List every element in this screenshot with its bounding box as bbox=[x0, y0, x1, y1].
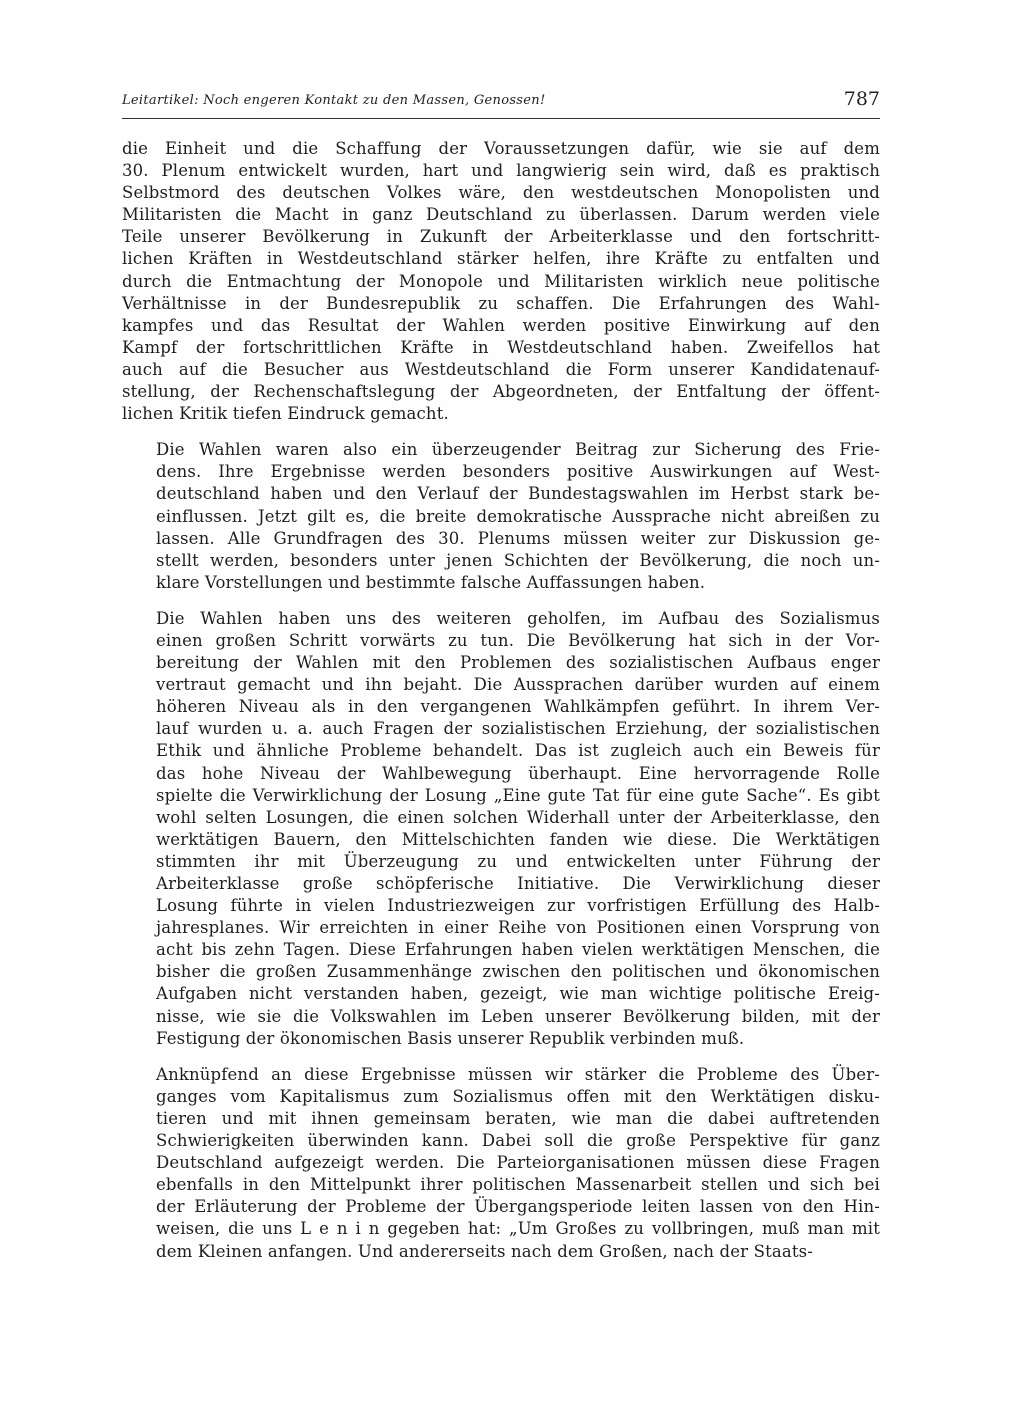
text-line: bisher die großen Zusammenhänge zwischen den politischen und ökonomischen bbox=[156, 962, 880, 982]
text-line: Die Wahlen haben uns des weiteren geholfen, im Aufbau des Sozialismus bbox=[156, 608, 880, 628]
text-line: Anknüpfend an diese Ergebnisse müssen wir stärker die Probleme des Über- bbox=[156, 1064, 880, 1084]
article-body bbox=[122, 138, 880, 1277]
paragraph bbox=[122, 1064, 880, 1263]
text-line: der Erläuterung der Probleme der Übergangsperiode leiten lassen von den Hin- bbox=[156, 1197, 880, 1217]
text-line: spielte die Verwirklichung der Losung „Eine gute Tat für eine gute Sache“. Es gibt bbox=[156, 785, 880, 805]
text-line: Schwierigkeiten überwinden kann. Dabei soll die große Perspektive für ganz bbox=[156, 1131, 880, 1151]
text-line: ebenfalls in den Mittelpunkt ihrer politischen Massenarbeit stellen und sich bei bbox=[156, 1175, 880, 1195]
text-line: bereitung der Wahlen mit den Problemen des sozialistischen Aufbaus enger bbox=[156, 653, 880, 673]
text-line: kampfes und das Resultat der Wahlen werden positive Einwirkung auf den bbox=[122, 315, 880, 335]
text-line: Festigung der ökonomischen Basis unserer Republik verbinden muß. bbox=[156, 1028, 745, 1048]
paragraph bbox=[122, 608, 880, 1050]
text-line: ganges vom Kapitalismus zum Sozialismus offen mit den Werktätigen disku- bbox=[156, 1086, 880, 1106]
text-line: lauf wurden u. a. auch Fragen der sozialistischen Erziehung, der sozialistischen bbox=[156, 719, 880, 739]
text-line: weisen, die uns L e n i n gegeben hat: „Um Großes zu vollbringen, muß man mit bbox=[156, 1219, 880, 1239]
header-rule bbox=[122, 118, 880, 119]
text-line: deutschland haben und den Verlauf der Bundestagswahlen im Herbst stark be- bbox=[156, 484, 880, 504]
text-line: wohl selten Losungen, die einen solchen Widerhall unter der Arbeiterklasse, den bbox=[156, 807, 880, 827]
text-line: dem Kleinen anfangen. Und andererseits nach dem Großen, nach der Staats- bbox=[156, 1241, 813, 1261]
text-line: stellt werden, besonders unter jenen Schichten der Bevölkerung, die noch un- bbox=[156, 550, 880, 570]
text-line: lassen. Alle Grundfragen des 30. Plenums müssen weiter zur Diskussion ge- bbox=[156, 528, 880, 548]
text-line: lichen Kritik tiefen Eindruck gemacht. bbox=[122, 404, 449, 424]
text-line: Verhältnisse in der Bundesrepublik zu schaffen. Die Erfahrungen des Wahl- bbox=[122, 293, 880, 313]
text-line: höheren Niveau als in den vergangenen Wahlkämpfen geführt. In ihrem Ver- bbox=[156, 697, 880, 717]
text-line: acht bis zehn Tagen. Diese Erfahrungen haben vielen werktätigen Menschen, die bbox=[156, 940, 880, 960]
text-line: einen großen Schritt vorwärts zu tun. Die Bevölkerung hat sich in der Vor- bbox=[156, 630, 880, 650]
text-line: vertraut gemacht und ihn bejaht. Die Aussprachen darüber wurden auf einem bbox=[156, 675, 880, 695]
text-line: Kampf der fortschrittlichen Kräfte in Westdeutschland haben. Zweifellos hat bbox=[122, 337, 880, 357]
text-line: die Einheit und die Schaffung der Voraussetzungen dafür, wie sie auf dem bbox=[122, 139, 880, 158]
text-line: durch die Entmachtung der Monopole und Militaristen wirklich neue politische bbox=[122, 271, 880, 291]
paragraph bbox=[122, 138, 880, 425]
text-line: das hohe Niveau der Wahlbewegung überhaupt. Eine hervorragende Rolle bbox=[156, 763, 880, 783]
page-number: 787 bbox=[843, 88, 880, 110]
text-line: werktätigen Bauern, den Mittelschichten fanden wie diese. Die Werktätigen bbox=[156, 829, 880, 849]
text-line: 30. Plenum entwickelt wurden, hart und langwierig sein wird, daß es praktisch bbox=[122, 161, 880, 181]
text-line: nisse, wie sie die Volkswahlen im Leben unserer Bevölkerung bilden, mit der bbox=[156, 1006, 880, 1026]
paragraph bbox=[122, 439, 880, 594]
text-line: einflussen. Jetzt gilt es, die breite demokratische Aussprache nicht abreißen zu bbox=[156, 506, 880, 526]
text-line: Selbstmord des deutschen Volkes wäre, den westdeutschen Monopolisten und bbox=[122, 183, 880, 203]
text-line: Arbeiterklasse große schöpferische Initiative. Die Verwirklichung dieser bbox=[156, 874, 880, 893]
text-line: dens. Ihre Ergebnisse werden besonders positive Auswirkungen auf West- bbox=[156, 462, 880, 482]
text-line: Ethik und ähnliche Probleme behandelt. Das ist zugleich auch ein Beweis für bbox=[156, 741, 880, 761]
text-line: klare Vorstellungen und bestimmte falsche Auffassungen haben. bbox=[156, 572, 706, 592]
running-head: Leitartikel: Noch engeren Kontakt zu den Massen, Genossen! bbox=[122, 93, 546, 108]
text-line: Militaristen die Macht in ganz Deutschland zu überlassen. Darum werden viele bbox=[122, 205, 880, 225]
text-line: lichen Kräften in Westdeutschland stärker helfen, ihre Kräfte zu entfalten und bbox=[122, 249, 880, 269]
text-line: auch auf die Besucher aus Westdeutschland die Form unserer Kandidatenauf- bbox=[122, 359, 880, 379]
text-line: Die Wahlen waren also ein überzeugender Beitrag zur Sicherung des Frie- bbox=[156, 440, 880, 460]
text-line: Teile unserer Bevölkerung in Zukunft der Arbeiterklasse und den fortschritt- bbox=[122, 227, 880, 247]
text-line: stimmten ihr mit Überzeugung zu und entwickelten unter Führung der bbox=[156, 851, 880, 871]
page-header bbox=[122, 84, 880, 114]
text-line: tieren und mit ihnen gemeinsam beraten, wie man die dabei auftretenden bbox=[156, 1108, 880, 1128]
text-line: Losung führte in vielen Industriezweigen zur vorfristigen Erfüllung des Halb- bbox=[156, 896, 880, 916]
text-line: jahresplanes. Wir erreichten in einer Reihe von Positionen einen Vorsprung von bbox=[156, 918, 880, 938]
text-line: Deutschland aufgezeigt werden. Die Parteiorganisationen müssen diese Fragen bbox=[156, 1153, 880, 1173]
text-line: Aufgaben nicht verstanden haben, gezeigt, wie man wichtige politische Ereig- bbox=[156, 984, 880, 1004]
text-line: stellung, der Rechenschaftslegung der Abgeordneten, der Entfaltung der öffent- bbox=[122, 382, 880, 402]
